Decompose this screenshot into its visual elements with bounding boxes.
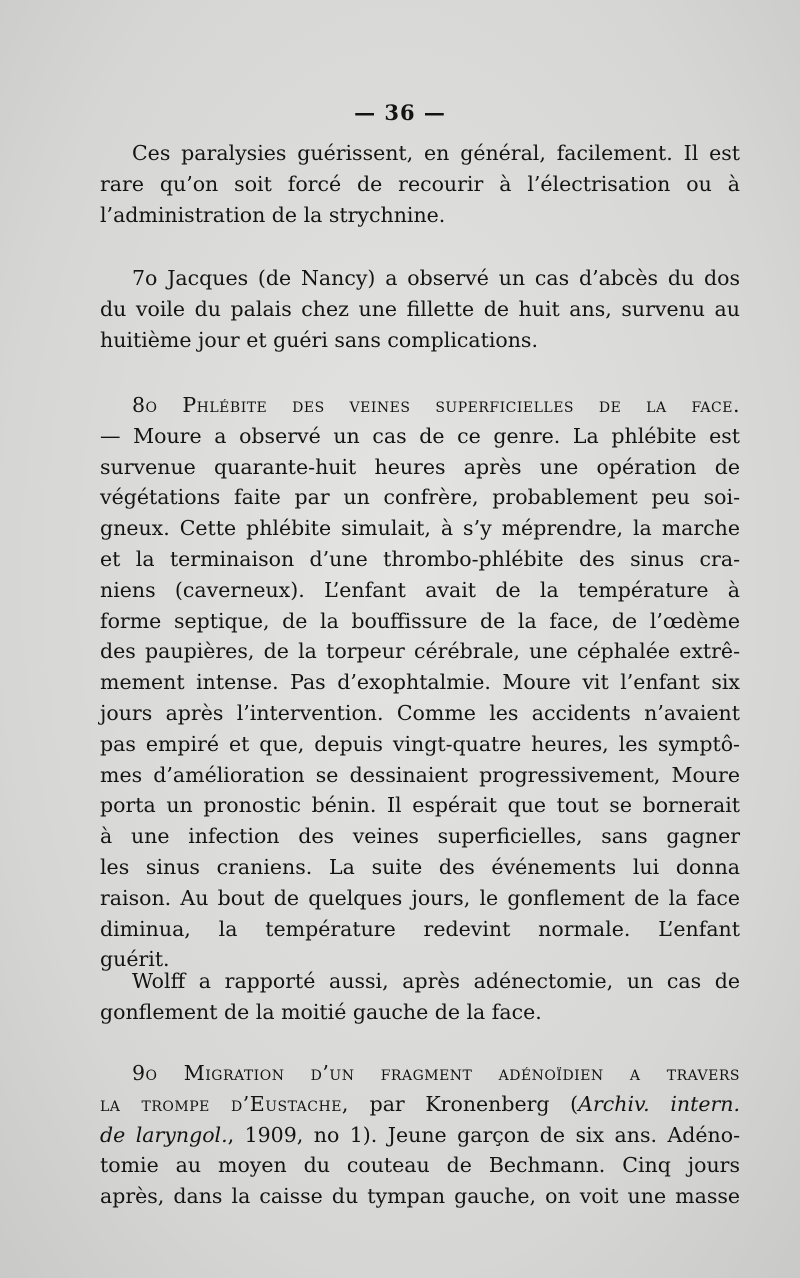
page-number: — 36 —	[354, 100, 446, 125]
text-span: par Kronenberg (	[348, 1091, 579, 1116]
text-line: Wolff a rapporté aussi, après adénectomie, un cas de	[132, 969, 740, 993]
paragraph-phlebite	[100, 390, 740, 975]
text-line: après, dans la caisse du tympan gauche, on voit une masse	[100, 1184, 740, 1209]
text-line: raison. Au bout de quelques jours, le gonflement de la face	[100, 885, 740, 910]
section-heading: 9o Migration d’un fragment adénoïdien a travers	[132, 1061, 740, 1085]
citation-journal-cont: de laryngol.	[100, 1122, 228, 1147]
citation-journal: Archiv. intern.	[578, 1091, 740, 1116]
heading-continuation: la trompe d’Eustache,	[100, 1091, 349, 1116]
text-line: huitième jour et guéri sans complications.	[100, 327, 538, 352]
text-span: , 1909, no 1). Jeune garçon de six ans. Adéno-	[227, 1122, 740, 1147]
text-line	[100, 1089, 740, 1120]
text-line: mes d’amélioration se dessinaient progressivement, Moure	[100, 762, 740, 787]
text-line: 7o Jacques (de Nancy) a observé un cas d’abcès du dos	[132, 266, 740, 290]
text-line: gneux. Cette phlébite simulait, à s’y méprendre, la marche	[100, 516, 740, 541]
text-line: guérit.	[100, 947, 170, 972]
text-line: à une infection des veines superficielles, sans gagner	[100, 824, 740, 849]
text-line: Ces paralysies guérissent, en général, facilement. Il est	[132, 141, 740, 165]
text-line: des paupières, de la torpeur cérébrale, une céphalée extrê-	[100, 639, 740, 664]
text-line: jours après l’intervention. Comme les accidents n’avaient	[100, 700, 740, 725]
text-line: rare qu’on soit forcé de recourir à l’électrisation ou à	[100, 171, 740, 196]
text-line: l’administration de la strychnine.	[100, 202, 446, 227]
section-heading: 8o Phlébite des veines superficielles de la face.	[132, 393, 740, 417]
paragraph-wolff	[100, 966, 740, 1028]
text-line: tomie au moyen du couteau de Bechmann. Cinq jours	[100, 1153, 740, 1178]
text-line: diminua, la température redevint normale. L’enfant	[100, 916, 740, 941]
text-line	[100, 1120, 740, 1151]
text-line: survenue quarante-huit heures après une opération de	[100, 454, 740, 479]
text-line: gonflement de la moitié gauche de la face.	[100, 999, 542, 1024]
text-line: du voile du palais chez une fillette de huit ans, survenu au	[100, 296, 740, 321]
text-line: et la terminaison d’une thrombo-phlébite des sinus cra-	[100, 546, 740, 571]
text-line: les sinus craniens. La suite des événements lui donna	[100, 854, 740, 879]
paragraph-migration	[100, 1058, 740, 1212]
text-line: — Moure a observé un cas de ce genre. La phlébite est	[100, 423, 740, 448]
text-line: forme septique, de la bouffissure de la face, de l’œdème	[100, 608, 740, 633]
text-line: porta un pronostic bénin. Il espérait que tout se bornerait	[100, 793, 740, 818]
text-line: niens (caverneux). L’enfant avait de la température à	[100, 577, 740, 602]
paragraph-abces-voile	[100, 263, 740, 355]
text-line: mement intense. Pas d’exophtalmie. Moure vit l’enfant six	[100, 670, 740, 695]
text-line: végétations faite par un confrère, probablement peu soi-	[100, 485, 740, 510]
paragraph-paralysies	[100, 138, 740, 230]
text-line: pas empiré et que, depuis vingt-quatre heures, les symptô-	[100, 731, 740, 756]
